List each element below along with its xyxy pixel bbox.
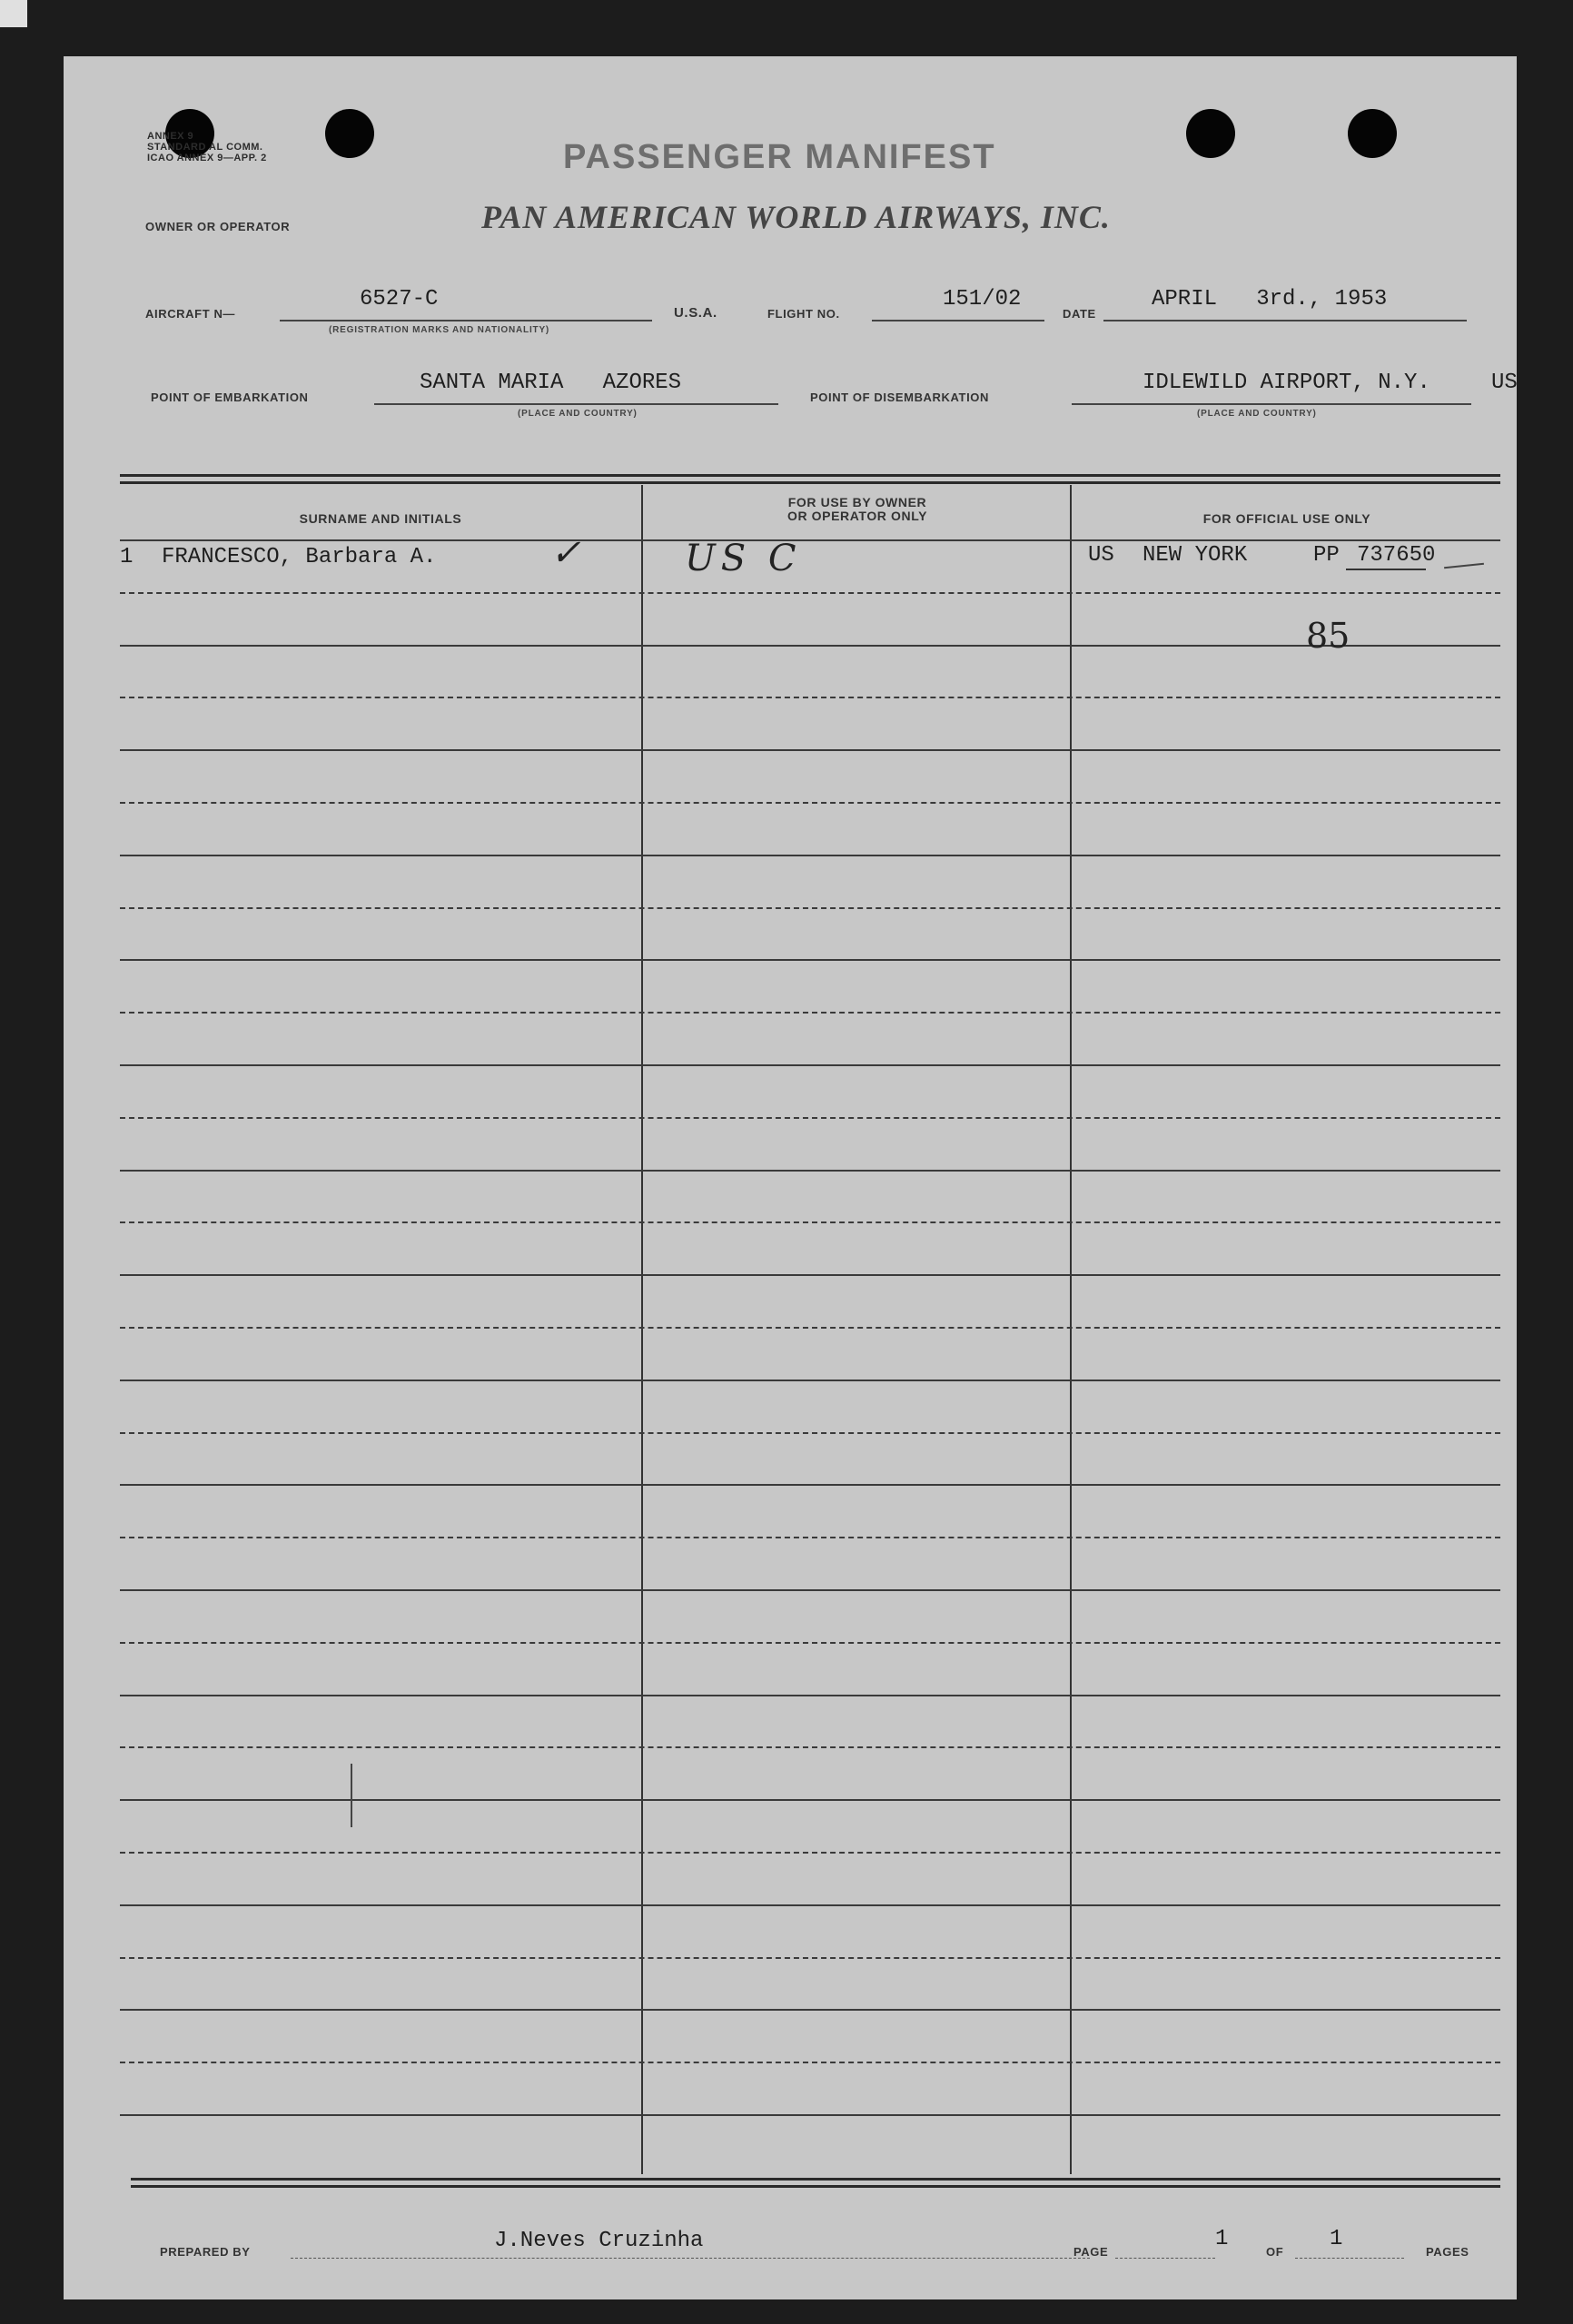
- page-title: PASSENGER MANIFEST: [563, 138, 996, 176]
- check-mark: ✓: [550, 532, 581, 574]
- flight-label: FLIGHT NO.: [767, 307, 840, 321]
- row-rule: [120, 1221, 1500, 1223]
- row-rule: [120, 1957, 1500, 1959]
- disembark-sub-label: (PLACE AND COUNTRY): [1197, 409, 1317, 419]
- row-rule: [120, 1642, 1500, 1644]
- row-rule: [120, 1327, 1500, 1329]
- pages-label: PAGES: [1426, 2245, 1469, 2259]
- official-country: US: [1088, 543, 1114, 568]
- owner-value: PAN AMERICAN WORLD AIRWAYS, INC.: [481, 199, 1111, 235]
- col-header-surname: SURNAME AND INITIALS: [299, 511, 462, 526]
- total-pages-value: 1: [1330, 2227, 1343, 2251]
- row-rule: [120, 802, 1500, 804]
- row-rule: [120, 1904, 1500, 1906]
- row-rule: [120, 1484, 1500, 1486]
- row-rule: [120, 1380, 1500, 1381]
- row-rule: [120, 1012, 1500, 1014]
- row-rule: [120, 539, 1500, 541]
- aircraft-label: AIRCRAFT N—: [145, 307, 236, 321]
- embark-value: SANTA MARIA AZORES: [420, 371, 682, 395]
- prepared-value: J.Neves Cruzinha: [494, 2229, 704, 2253]
- disembark-label: POINT OF DISEMBARKATION: [810, 391, 989, 404]
- flight-value: 151/02: [943, 287, 1022, 312]
- entry-name: FRANCESCO, Barbara A.: [162, 545, 437, 569]
- row-rule: [120, 1852, 1500, 1854]
- row-rule: [120, 592, 1500, 594]
- row-rule: [120, 645, 1500, 647]
- prepared-label: PREPARED BY: [160, 2245, 251, 2259]
- aircraft-sub-label: (REGISTRATION MARKS AND NATIONALITY): [329, 325, 550, 335]
- row-rule: [120, 1274, 1500, 1276]
- embark-label: POINT OF EMBARKATION: [151, 391, 309, 404]
- entry-number: 1: [120, 545, 134, 569]
- col-header-operator: [645, 496, 1070, 523]
- row-rule: [120, 1589, 1500, 1591]
- punch-hole-4: [1348, 109, 1397, 158]
- row-rule: [120, 1799, 1500, 1801]
- row-rule: [120, 907, 1500, 909]
- punch-hole-2: [325, 109, 374, 158]
- form-ref-line2: STANDARD AL COMM.: [147, 142, 263, 153]
- row-rule: [120, 1537, 1500, 1538]
- manifest-form: [64, 56, 1517, 2299]
- handwritten-number: 85: [1306, 616, 1350, 656]
- date-value: APRIL 3rd., 1953: [1152, 287, 1388, 312]
- date-label: DATE: [1063, 307, 1096, 321]
- row-rule: [120, 749, 1500, 751]
- operator-note: US C: [685, 538, 802, 579]
- disembark-value: IDLEWILD AIRPORT, N.Y.: [1143, 371, 1430, 395]
- row-rule: [120, 1432, 1500, 1434]
- nationality: U.S.A.: [674, 305, 717, 321]
- embark-sub-label: (PLACE AND COUNTRY): [518, 409, 638, 419]
- row-rule: [120, 697, 1500, 698]
- row-rule: [120, 1695, 1500, 1696]
- row-rule: [120, 2114, 1500, 2116]
- row-rule: [120, 1117, 1500, 1119]
- form-ref-line3: ICAO ANNEX 9—APP. 2: [147, 153, 267, 163]
- form-ref-line1: ANNEX 9: [147, 131, 194, 142]
- col-header-operator-line2: OR OPERATOR ONLY: [786, 509, 928, 523]
- row-rule: [120, 2009, 1500, 2011]
- disembark-extra: US: [1491, 371, 1518, 395]
- form-reference: [147, 131, 267, 163]
- col-header-official: FOR OFFICIAL USE ONLY: [1202, 511, 1371, 526]
- row-rule: [120, 959, 1500, 961]
- row-rule: [120, 855, 1500, 856]
- row-rule: [120, 1170, 1500, 1172]
- passport-number: 737650: [1357, 543, 1436, 568]
- punch-hole-3: [1186, 109, 1235, 158]
- of-label: OF: [1266, 2245, 1284, 2259]
- page-label: PAGE: [1073, 2245, 1109, 2259]
- row-rule: [120, 1746, 1500, 1748]
- passport-prefix: PP: [1313, 543, 1340, 568]
- row-rule: [120, 1064, 1500, 1066]
- official-city: NEW YORK: [1143, 543, 1248, 568]
- row-rule: [120, 2062, 1500, 2063]
- aircraft-value: 6527-C: [360, 287, 439, 312]
- page-value: 1: [1215, 2227, 1229, 2251]
- owner-label: OWNER OR OPERATOR: [145, 220, 291, 233]
- col-header-operator-line1: FOR USE BY OWNER: [787, 495, 927, 509]
